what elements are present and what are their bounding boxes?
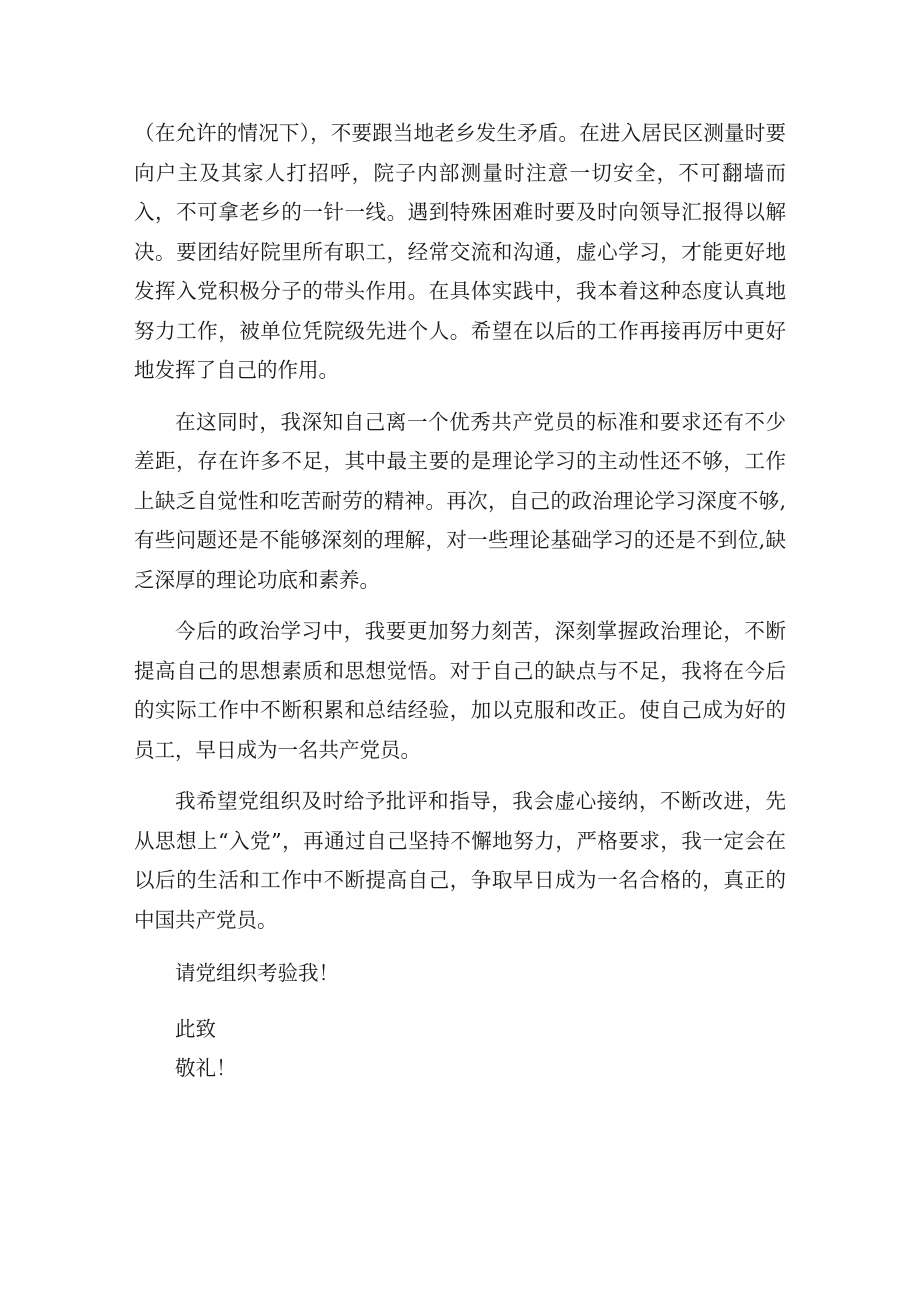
paragraph-future-study: 今后的政治学习中，我要更加努力刻苦，深刻掌握政治理论，不断提高自己的思想素质和思想觉悟。对于自己的缺点与不足，我将在今后的实际工作中不断积累和总结经验，加以克服和改正。使自己成为好的员工，早日成为一名共产党员。 (134, 619, 786, 762)
paragraph-continuation: （在允许的情况下），不要跟当地老乡发生矛盾。在进入居民区测量时要向户主及其家人打招呼，院子内部测量时注意一切安全，不可翻墙而入，不可拿老乡的一针一线。遇到特殊困难时要及时向领导汇报得以解决。要团结好院里所有职工，经常交流和沟通，虚心学习，才能更好地发挥入党积极分子的带头作用。在具体实践中，我本着这种态度认真地努力工作，被单位凭院级先进个人。希望在以后的工作再接再厉中更好地发挥了自己的作用。 (134, 121, 786, 382)
paragraph-request-guidance: 我希望党组织及时给予批评和指导，我会虚心接纳，不断改进，先从思想上“入党”，再通过自己坚持不懈地努力，严格要求，我一定会在以后的生活和工作中不断提高自己，争取早日成为一名合格的，真正的中国共产党员。 (134, 789, 786, 932)
closing-regards: 敬礼！ (175, 1056, 237, 1080)
closing-request: 请党组织考验我！ (175, 961, 339, 985)
letter-body (134, 114, 786, 1089)
paragraph-shortcomings: 在这同时，我深知自己离一个优秀共产党员的标准和要求还有不少差距，存在许多不足，其中最主要的是理论学习的主动性还不够，工作上缺乏自觉性和吃苦耐劳的精神。再次，自己的政治理论学习深度不够,有些问题还是不能够深刻的理解，对一些理论基础学习的还是不到位,缺乏深厚的理论功底和素养。 (134, 409, 786, 592)
closing-salutation: 此致 (175, 1016, 216, 1041)
